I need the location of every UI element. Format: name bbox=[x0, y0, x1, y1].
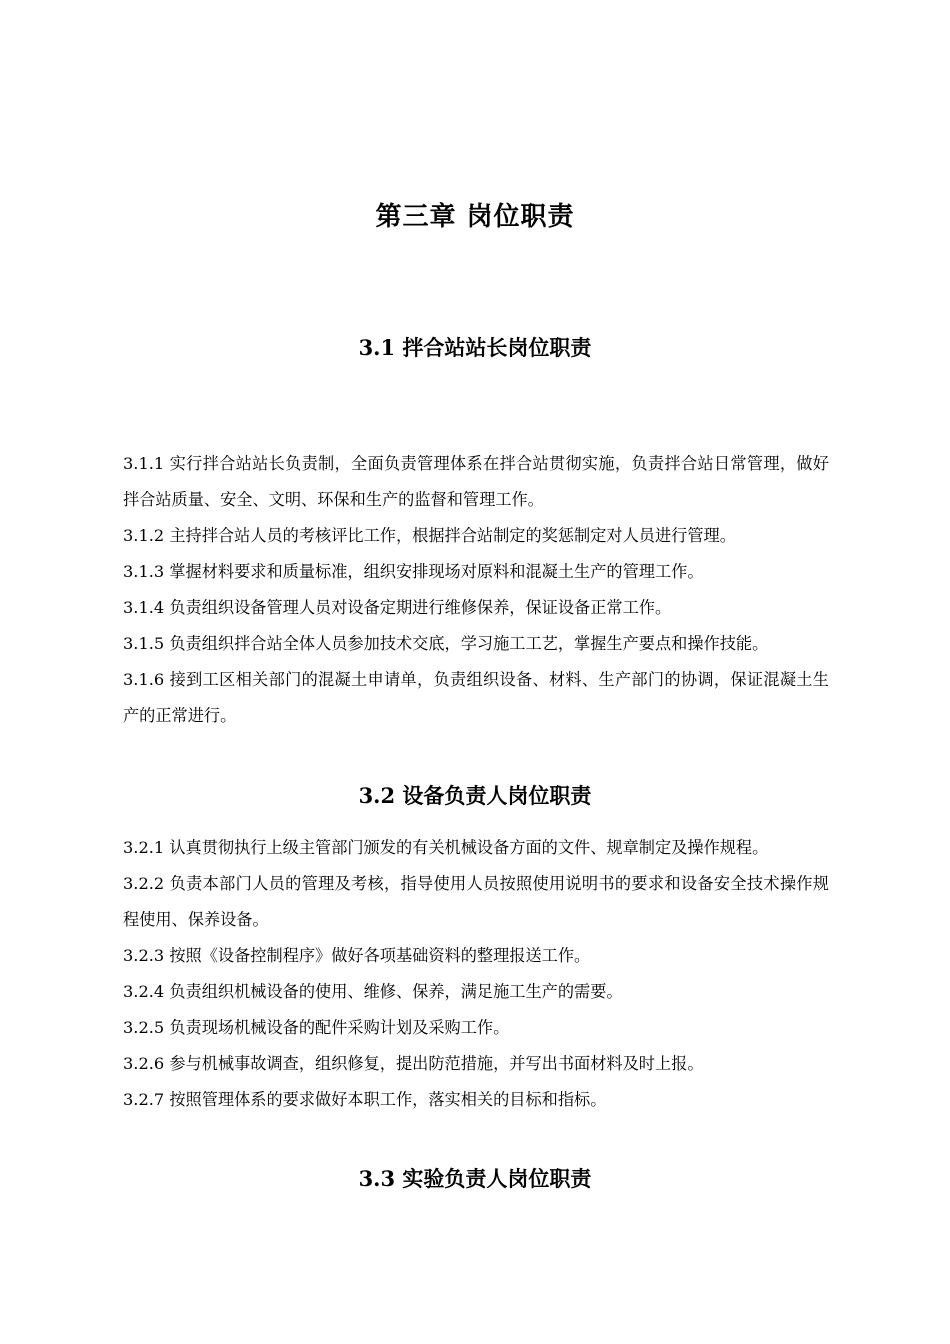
paragraph-3-2-6: 3.2.6 参与机械事故调查，组织修复，提出防范措施，并写出书面材料及时上报。 bbox=[123, 1054, 704, 1073]
paragraph-3-2-7: 3.2.7 按照管理体系的要求做好本职工作，落实相关的目标和指标。 bbox=[123, 1090, 607, 1109]
section-heading-3-3: 3.3 实验负责人岗位职责 bbox=[358, 1166, 592, 1191]
section-heading-3-1: 3.1 拌合站站长岗位职责 bbox=[358, 335, 592, 360]
paragraph-3-2-2: 3.2.2 负责本部门人员的管理及考核，指导使用人员按照使用说明书的要求和设备安全技术操作规程使用、保养设备。 bbox=[123, 874, 829, 929]
paragraph-3-1-2: 3.1.2 主持拌合站人员的考核评比工作，根据拌合站制定的奖惩制定对人员进行管理。 bbox=[123, 526, 736, 545]
paragraph-3-2-4: 3.2.4 负责组织机械设备的使用、维修、保养，满足施工生产的需要。 bbox=[123, 982, 623, 1001]
section-3-1-body bbox=[123, 446, 829, 734]
paragraph-3-1-6: 3.1.6 接到工区相关部门的混凝土申请单，负责组织设备、材料、生产部门的协调，保证混凝土生产的正常进行。 bbox=[123, 670, 829, 725]
paragraph-3-2-3: 3.2.3 按照《设备控制程序》做好各项基础资料的整理报送工作。 bbox=[123, 946, 591, 965]
paragraph-3-1-3: 3.1.3 掌握材料要求和质量标准，组织安排现场对原料和混凝土生产的管理工作。 bbox=[123, 562, 704, 581]
section-heading-3-2: 3.2 设备负责人岗位职责 bbox=[358, 783, 592, 808]
paragraph-3-2-1: 3.2.1 认真贯彻执行上级主管部门颁发的有关机械设备方面的文件、规章制定及操作规程。 bbox=[123, 838, 769, 857]
paragraph-3-1-1: 3.1.1 实行拌合站站长负责制，全面负责管理体系在拌合站贯彻实施，负责拌合站日常管理，做好拌合站质量、安全、文明、环保和生产的监督和管理工作。 bbox=[123, 454, 829, 509]
chapter-title: 第三章 岗位职责 bbox=[375, 202, 575, 232]
paragraph-3-1-5: 3.1.5 负责组织拌合站全体人员参加技术交底，学习施工工艺，掌握生产要点和操作技能。 bbox=[123, 634, 769, 653]
paragraph-3-1-4: 3.1.4 负责组织设备管理人员对设备定期进行维修保养，保证设备正常工作。 bbox=[123, 598, 672, 617]
section-3-2-body bbox=[123, 830, 829, 1118]
paragraph-3-2-5: 3.2.5 负责现场机械设备的配件采购计划及采购工作。 bbox=[123, 1018, 510, 1037]
